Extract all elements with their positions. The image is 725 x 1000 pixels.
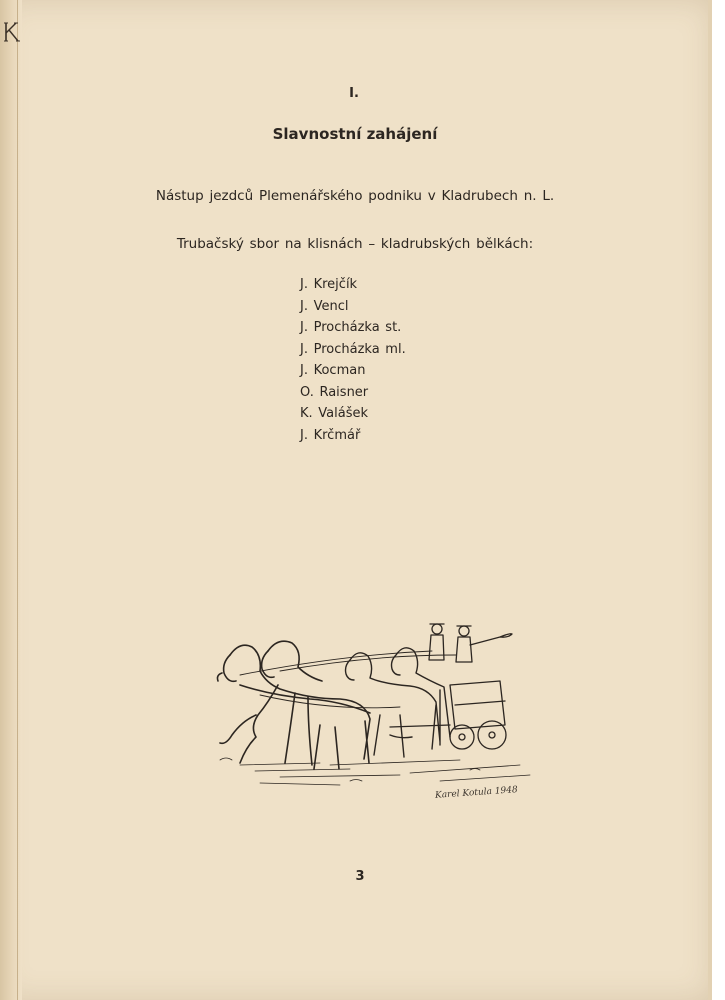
carriage-horses-illustration	[200, 615, 540, 815]
harness-reins	[240, 651, 456, 708]
trumpeter-corps-heading: Trubačský sbor na klisnách – kladrubských bělkách:	[176, 236, 534, 252]
trumpeter-name: J. Vencl	[300, 298, 349, 314]
booklet-spine	[0, 0, 22, 1000]
trumpeter-name: K. Valášek	[300, 406, 369, 421]
trumpeter-name: J. Procházka st.	[300, 320, 402, 335]
spine-fold-line	[17, 0, 18, 1000]
trumpeter-name: O. Raisner	[300, 384, 369, 400]
page-number: 3	[355, 869, 365, 884]
trumpeter-name: J. Krejčík	[300, 277, 358, 292]
lead-horse-pair	[218, 641, 371, 769]
section-number: I.	[349, 86, 359, 101]
ground-hatching	[220, 758, 530, 785]
coachmen	[429, 624, 512, 662]
rear-horse-pair	[346, 648, 451, 757]
page-edge	[708, 0, 712, 1000]
artist-signature: Karel Kotula 1948	[434, 785, 519, 801]
trumpeter-name: J. Procházka ml.	[300, 341, 406, 357]
corner-logo-mark	[3, 20, 21, 44]
trumpeter-list	[300, 274, 406, 446]
riders-entrance-line: Nástup jezdců Plemenářského podniku v Kladrubech n. L.	[155, 188, 555, 204]
trumpeter-name: J. Krčmář	[300, 427, 361, 443]
trumpeter-name: J. Kocman	[300, 363, 366, 378]
section-title: Slavnostní zahájení	[272, 125, 438, 143]
